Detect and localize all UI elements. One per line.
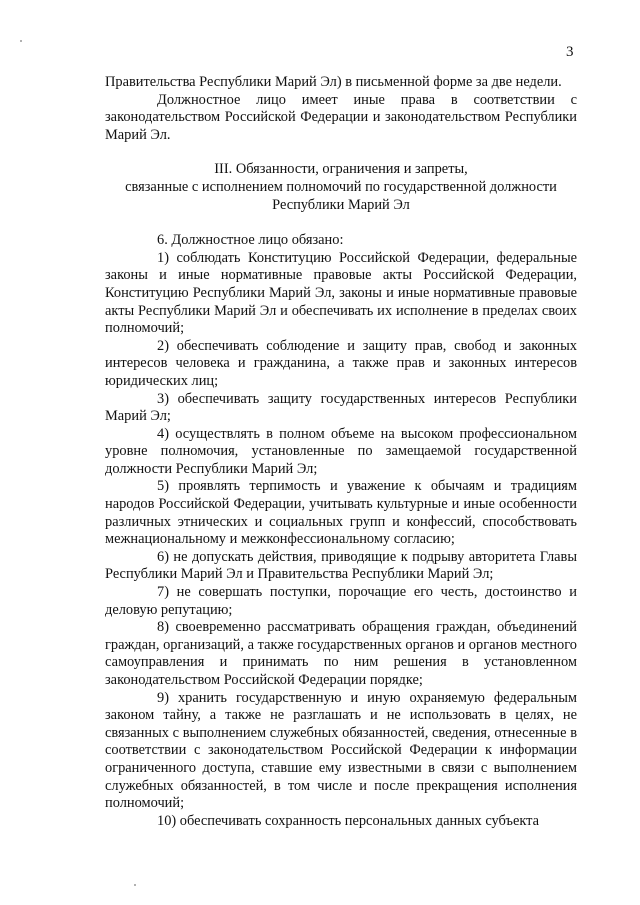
list-item: 2) обеспечивать соблюдение и защиту прав, свобод и законных интересов человека и гражданина, а также прав и законных интересов юридических лиц; [105,337,577,389]
paragraph-other-rights: Должностное лицо имеет иные права в соответствии с законодательством Российской Федерации и законодательством Республики Марий Эл. [105,91,577,143]
section-title-line: связанные с исполнением полномочий по государственной должности [125,178,557,195]
section-title-line: Республики Марий Эл [272,196,410,213]
list-item: 8) своевременно рассматривать обращения граждан, объединений граждан, организаций, а также государственных органов и органов местного самоуправления и принимать по ним решения в установленном законодательством Российской Федерации порядке; [105,619,577,688]
list-item: 6) не допускать действия, приводящие к подрыву авторитета Главы Республики Марий Эл и Правительства Республики Марий Эл; [105,548,577,583]
list-item: 3) обеспечивать защиту государственных интересов Республики Марий Эл; [105,390,577,425]
scan-speck [134,884,136,886]
list-item: 7) не совершать поступки, порочащие его честь, достоинство и деловую репутацию; [105,584,577,618]
scan-speck [20,40,22,42]
document-body [105,74,577,830]
list-item: 4) осуществлять в полном объеме на высоком профессиональном уровне полномочия, установленные по замещаемой государственной должности Республики Марий Эл; [105,425,577,477]
list-item: 5) проявлять терпимость и уважение к обычаям и традициям народов Российской Федерации, учитывать культурные и иные особенности различных этнических и социальных групп и конфессий, способствовать межнациональному и межконфессиональному согласию; [105,478,577,548]
list-item: 9) хранить государственную и иную охраняемую федеральным законом тайну, а также не разглашать и не использовать в целях, не связанных с выполнением служебных обязанностей, сведения, отнесенные в соответствии с законодательством Российской Федерации к информации ограниченного доступа, ставшие ему известными в связи с выполнением служебных обязанностей, в том числе и после прекращения исполнения полномочий; [105,689,577,812]
clause-6-lead: 6. Должностное лицо обязано: [157,232,344,249]
section-title-line: III. Обязанности, ограничения и запреты, [214,161,468,178]
paragraph-continuation: Правительства Республики Марий Эл) в письменной форме за две недели. [105,74,562,90]
list-item: 10) обеспечивать сохранность персональных данных субъекта [157,812,539,829]
page-number: 3 [566,44,574,60]
list-item: 1) соблюдать Конституцию Российской Федерации, федеральные законы и иные нормативные правовые акты Российской Федерации, Конституцию Республики Марий Эл, законы и иные нормативные правовые акты Республики Марий Эл и обеспечивать их исполнение в пределах своих полномочий; [105,249,577,337]
